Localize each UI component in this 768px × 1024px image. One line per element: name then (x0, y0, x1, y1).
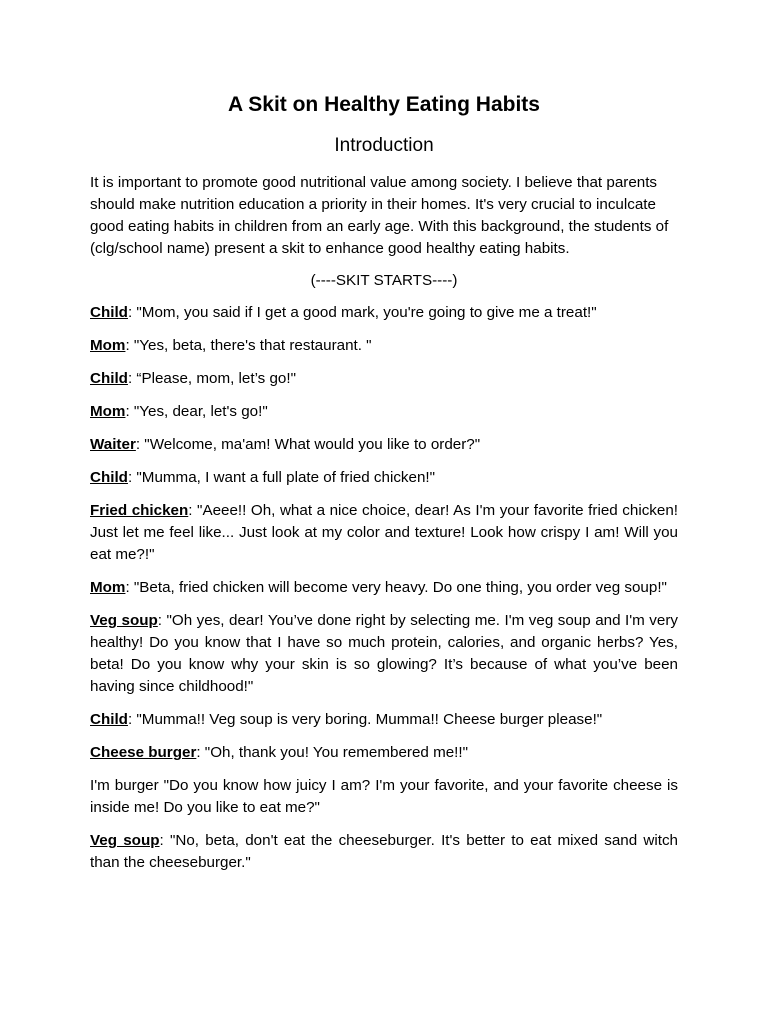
dialogue-line (90, 610, 678, 698)
page-title: A Skit on Healthy Eating Habits (228, 93, 540, 116)
speaker-name: Cheese burger (90, 743, 197, 761)
dialogue-line (90, 467, 678, 489)
dialogue-text: I'm burger "Do you know how juicy I am? I'm your favorite, and your favorite cheese is inside me! Do you like to eat me?" (90, 776, 678, 816)
section-heading: Introduction (334, 135, 434, 157)
intro-paragraph: It is important to promote good nutritional value among society. I believe that parents should make nutrition education a priority in their homes. It's very crucial to inculcate good eating habits in children from an early age. With this background, the students of (clg/school name) present a skit to enhance good healthy eating habits. (90, 173, 669, 257)
speaker-name: Veg soup (90, 831, 160, 849)
speaker-name: Mom (90, 578, 126, 596)
dialogue-line (90, 742, 678, 764)
dialogue-text: : "Yes, beta, there's that restaurant. " (125, 336, 372, 354)
dialogue-text: : "Mumma!! Veg soup is very boring. Mumma!! Cheese burger please!" (127, 710, 603, 728)
dialogue-text: : “Please, mom, let’s go!" (127, 369, 296, 387)
speaker-name: Child (90, 369, 128, 387)
speaker-name: Fried chicken (90, 501, 189, 519)
speaker-name: Mom (90, 336, 126, 354)
dialogue-line (90, 709, 678, 731)
dialogue-text: : "Mumma, I want a full plate of fried chicken!" (127, 468, 436, 486)
dialogue-line (90, 830, 678, 874)
speaker-name: Child (90, 303, 128, 321)
dialogue-line (90, 775, 678, 819)
speaker-name: Veg soup (90, 611, 158, 629)
dialogue-line (90, 434, 678, 456)
dialogue-line (90, 368, 678, 390)
dialogue-text: : "Yes, dear, let's go!" (125, 402, 268, 420)
dialogue-line (90, 577, 678, 599)
dialogue-text: : "No, beta, don't eat the cheeseburger. It's better to eat mixed sand witch than the cheeseburger." (90, 831, 679, 871)
dialogue (90, 302, 678, 874)
dialogue-text: : "Oh yes, dear! You’ve done right by selecting me. I'm veg soup and I'm very healthy! Do you know that I have so much protein, calories, and organic herbs? Yes, beta! Do you know why your skin is so glowing? It’s because of what you’ve been having since childhood!" (90, 611, 678, 695)
speaker-name: Child (90, 710, 128, 728)
speaker-name: Waiter (90, 435, 136, 453)
skit-start-marker: (----SKIT STARTS----) (310, 271, 458, 289)
dialogue-line (90, 401, 678, 423)
dialogue-line (90, 500, 678, 566)
dialogue-text: : "Mom, you said if I get a good mark, you're going to give me a treat!" (127, 303, 597, 321)
dialogue-text: : "Oh, thank you! You remembered me!!" (196, 743, 469, 761)
speaker-name: Mom (90, 402, 126, 420)
dialogue-line (90, 335, 678, 357)
dialogue-text: : "Welcome, ma'am! What would you like to order?" (135, 435, 481, 453)
speaker-name: Child (90, 468, 128, 486)
dialogue-text: : "Aeee!! Oh, what a nice choice, dear! As I'm your favorite fried chicken! Just let me feel like... Just look at my color and texture! Look how crispy I am! Will you eat me?!" (90, 501, 678, 563)
dialogue-text: : "Beta, fried chicken will become very heavy. Do one thing, you order veg soup!" (125, 578, 667, 596)
dialogue-line (90, 302, 678, 324)
